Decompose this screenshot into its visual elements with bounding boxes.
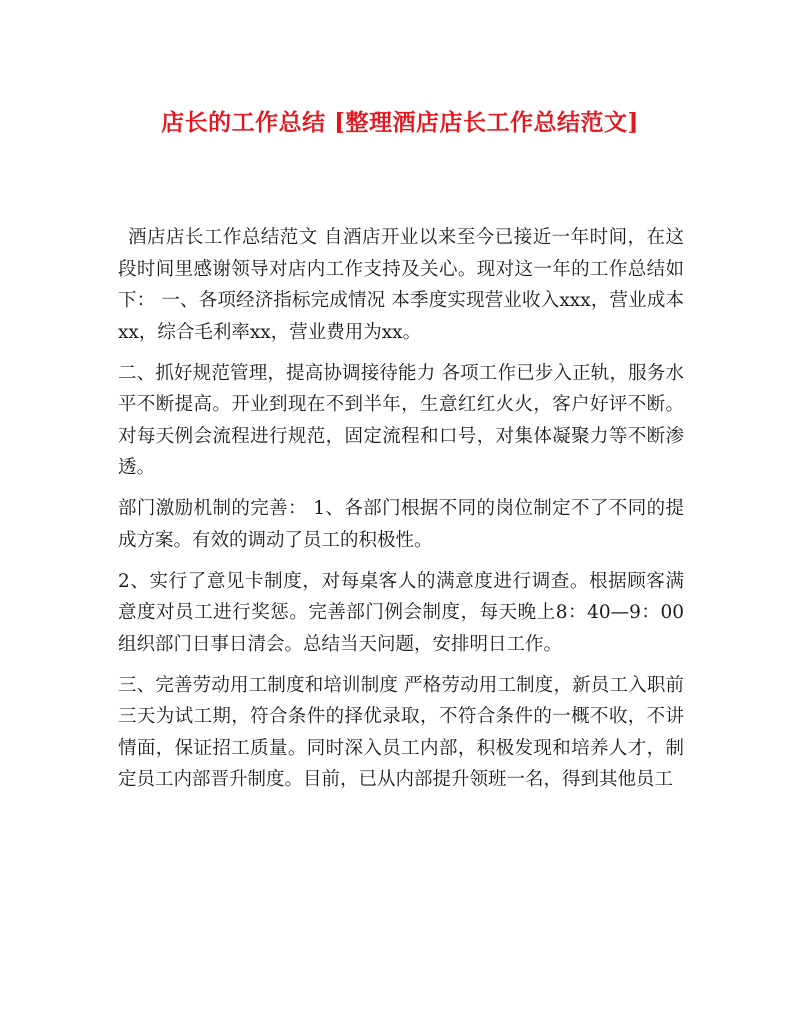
paragraph-intro: 酒店店长工作总结范文 自酒店开业以来至今已接近一年时间，在这段时间里感谢领导对店内工作支持及关心。现对这一年的工作总结如下： 一、各项经济指标完成情况 本季度实现营业收入xxx，营业成本xx，综合毛利率xx，营业费用为xx。 [118, 227, 684, 343]
document-title: 店长的工作总结 [整理酒店店长工作总结范文] [161, 109, 639, 136]
paragraph-labor-training: 三、完善劳动用工制度和培训制度 严格劳动用工制度，新员工入职前三天为试工期，符合条件的择优录取，不符合条件的一概不收，不讲情面，保证招工质量。同时深入员工内部，积极发现和培养人才，制定员工内部晋升制度。目前，已从内部提升领班一名，得到其他员工 [118, 674, 684, 790]
document-body [118, 222, 684, 805]
paragraph-incentive: 部门激励机制的完善： 1、各部门根据不同的岗位制定不了不同的提成方案。有效的调动了员工的积极性。 [118, 498, 684, 551]
paragraph-management: 二、抓好规范管理，提高协调接待能力 各项工作已步入正轨，服务水平不断提高。开业到现在不到半年，生意红红火火，客户好评不断。对每天例会流程进行规范，固定流程和口号，对集体凝聚力等不断渗透。 [118, 362, 684, 478]
paragraph-feedback-card: 2、实行了意见卡制度，对每桌客人的满意度进行调查。根据顾客满意度对员工进行奖惩。完善部门例会制度，每天晚上8：40—9：00组织部门日事日清会。总结当天问题，安排明日工作。 [118, 570, 684, 655]
